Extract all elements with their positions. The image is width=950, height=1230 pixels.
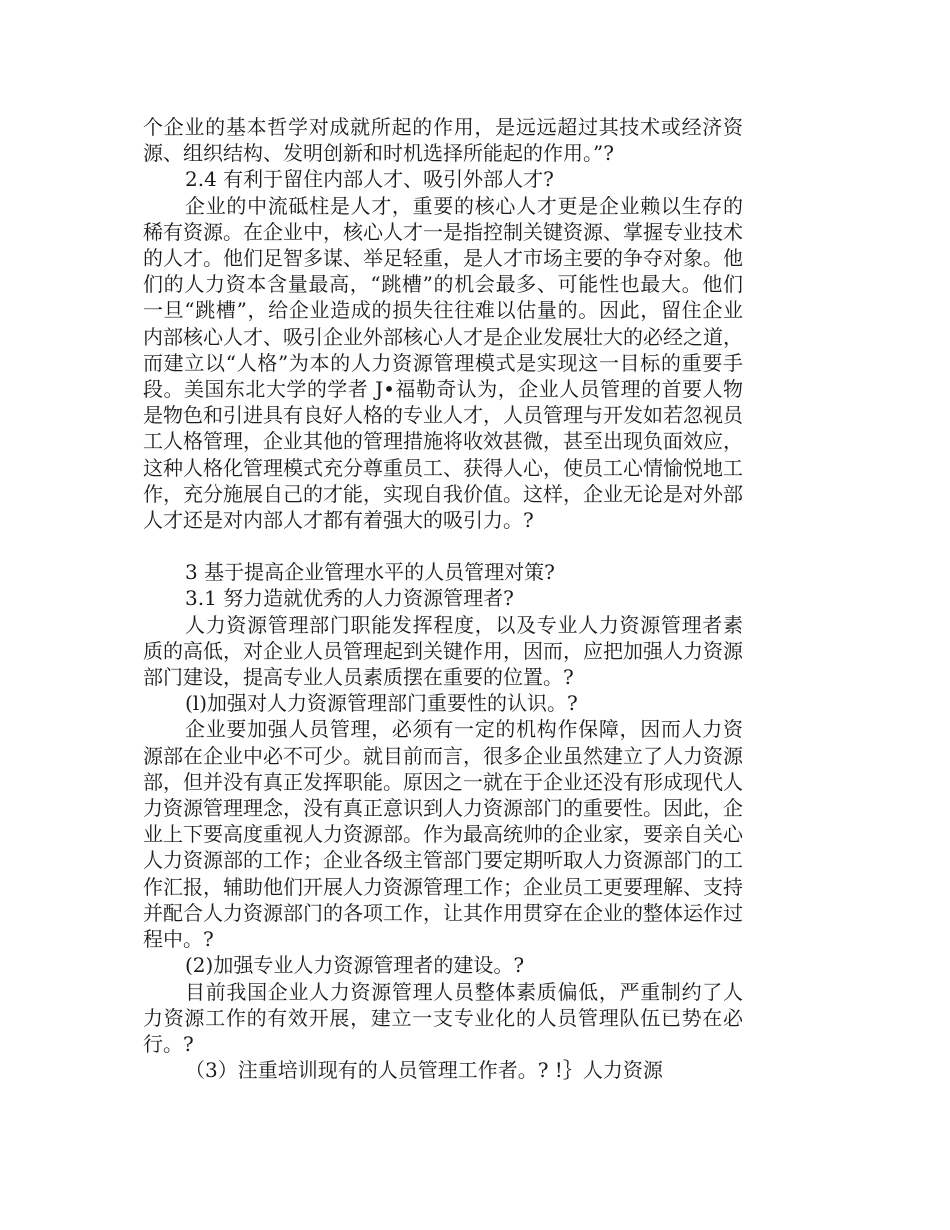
paragraph-hr-importance: 企业要加强人员管理，必须有一定的机构作保障，因而人力资源部在企业中必不可少。就目前而言，很多企业虽然建立了人力资源部，但并没有真正发挥职能。原因之一就在于企业还没有形成现代人力资源管理理念，没有真正意识到人力资源部门的重要性。因此，企业上下要高度重视人力资源部。作为最高统帅的企业家，要亲自关心人力资源部的工作；企业各级主管部门要定期听取人力资源部门的工作汇报，辅助他们开展人力资源管理工作；企业员工更要理解、支持并配合人力资源部门的各项工作，让其作用贯穿在企业的整体运作过程中。? [143, 717, 743, 952]
paragraph-continuation: 个企业的基本哲学对成就所起的作用，是远远超过其技术或经济资源、组织结构、发明创新和时机选择所能起的作用。”? [143, 115, 743, 166]
section-heading-3: 3 基于提高企业管理水平的人员管理对策? [185, 560, 555, 585]
blank-line [143, 533, 743, 559]
section-heading-3-1: 3.1 努力造就优秀的人力资源管理者? [185, 586, 514, 611]
paragraph-core-talent: 企业的中流砥柱是人才，重要的核心人才更是企业赖以生存的稀有资源。在企业中，核心人才一是指控制关键资源、掌握专业技术的人才。他们足智多谋、举足轻重，是人才市场主要的争夺对象。他们的人力资本含量最高，“跳槽”的机会最多、可能性也最大。他们一旦“跳槽”，给企业造成的损失往往难以估量的。因此，留住企业内部核心人才、吸引企业外部核心人才是企业发展壮大的必经之道，而建立以“人格”为本的人力资源管理模式是实现这一目标的重要手段。美国东北大学的学者 J•福勒奇认为，企业人员管理的首要人物是物色和引进具有良好人格的专业人才，人员管理与开发如若忽视员工人格管理，企业其他的管理措施将收效甚微，甚至出现负面效应，这种人格化管理模式充分尊重员工、获得人心，使员工心情愉悦地工作，充分施展自己的才能，实现自我价值。这样，企业无论是对外部人才还是对内部人才都有着强大的吸引力。? [143, 193, 743, 533]
subheading-2: (2)加强专业人力资源管理者的建设。? [185, 953, 525, 978]
document-page [143, 114, 743, 1083]
subheading-3: （3）注重培训现有的人员管理工作者。? !｝人力资源 [185, 1058, 663, 1083]
section-heading-2-4: 2.4 有利于留住内部人才、吸引外部人才? [185, 167, 554, 192]
paragraph-hr-quality: 目前我国企业人力资源管理人员整体素质偏低，严重制约了人力资源工作的有效开展，建立一支专业化的人员管理队伍已势在必行。? [143, 979, 743, 1056]
paragraph-hr-department: 人力资源管理部门职能发挥程度，以及专业人力资源管理者素质的高低，对企业人员管理起到关键作用，因而，应把加强人力资源部门建设，提高专业人员素质摆在重要的位置。? [143, 612, 743, 690]
subheading-1: (l)加强对人力资源管理部门重要性的认识。? [185, 691, 578, 716]
